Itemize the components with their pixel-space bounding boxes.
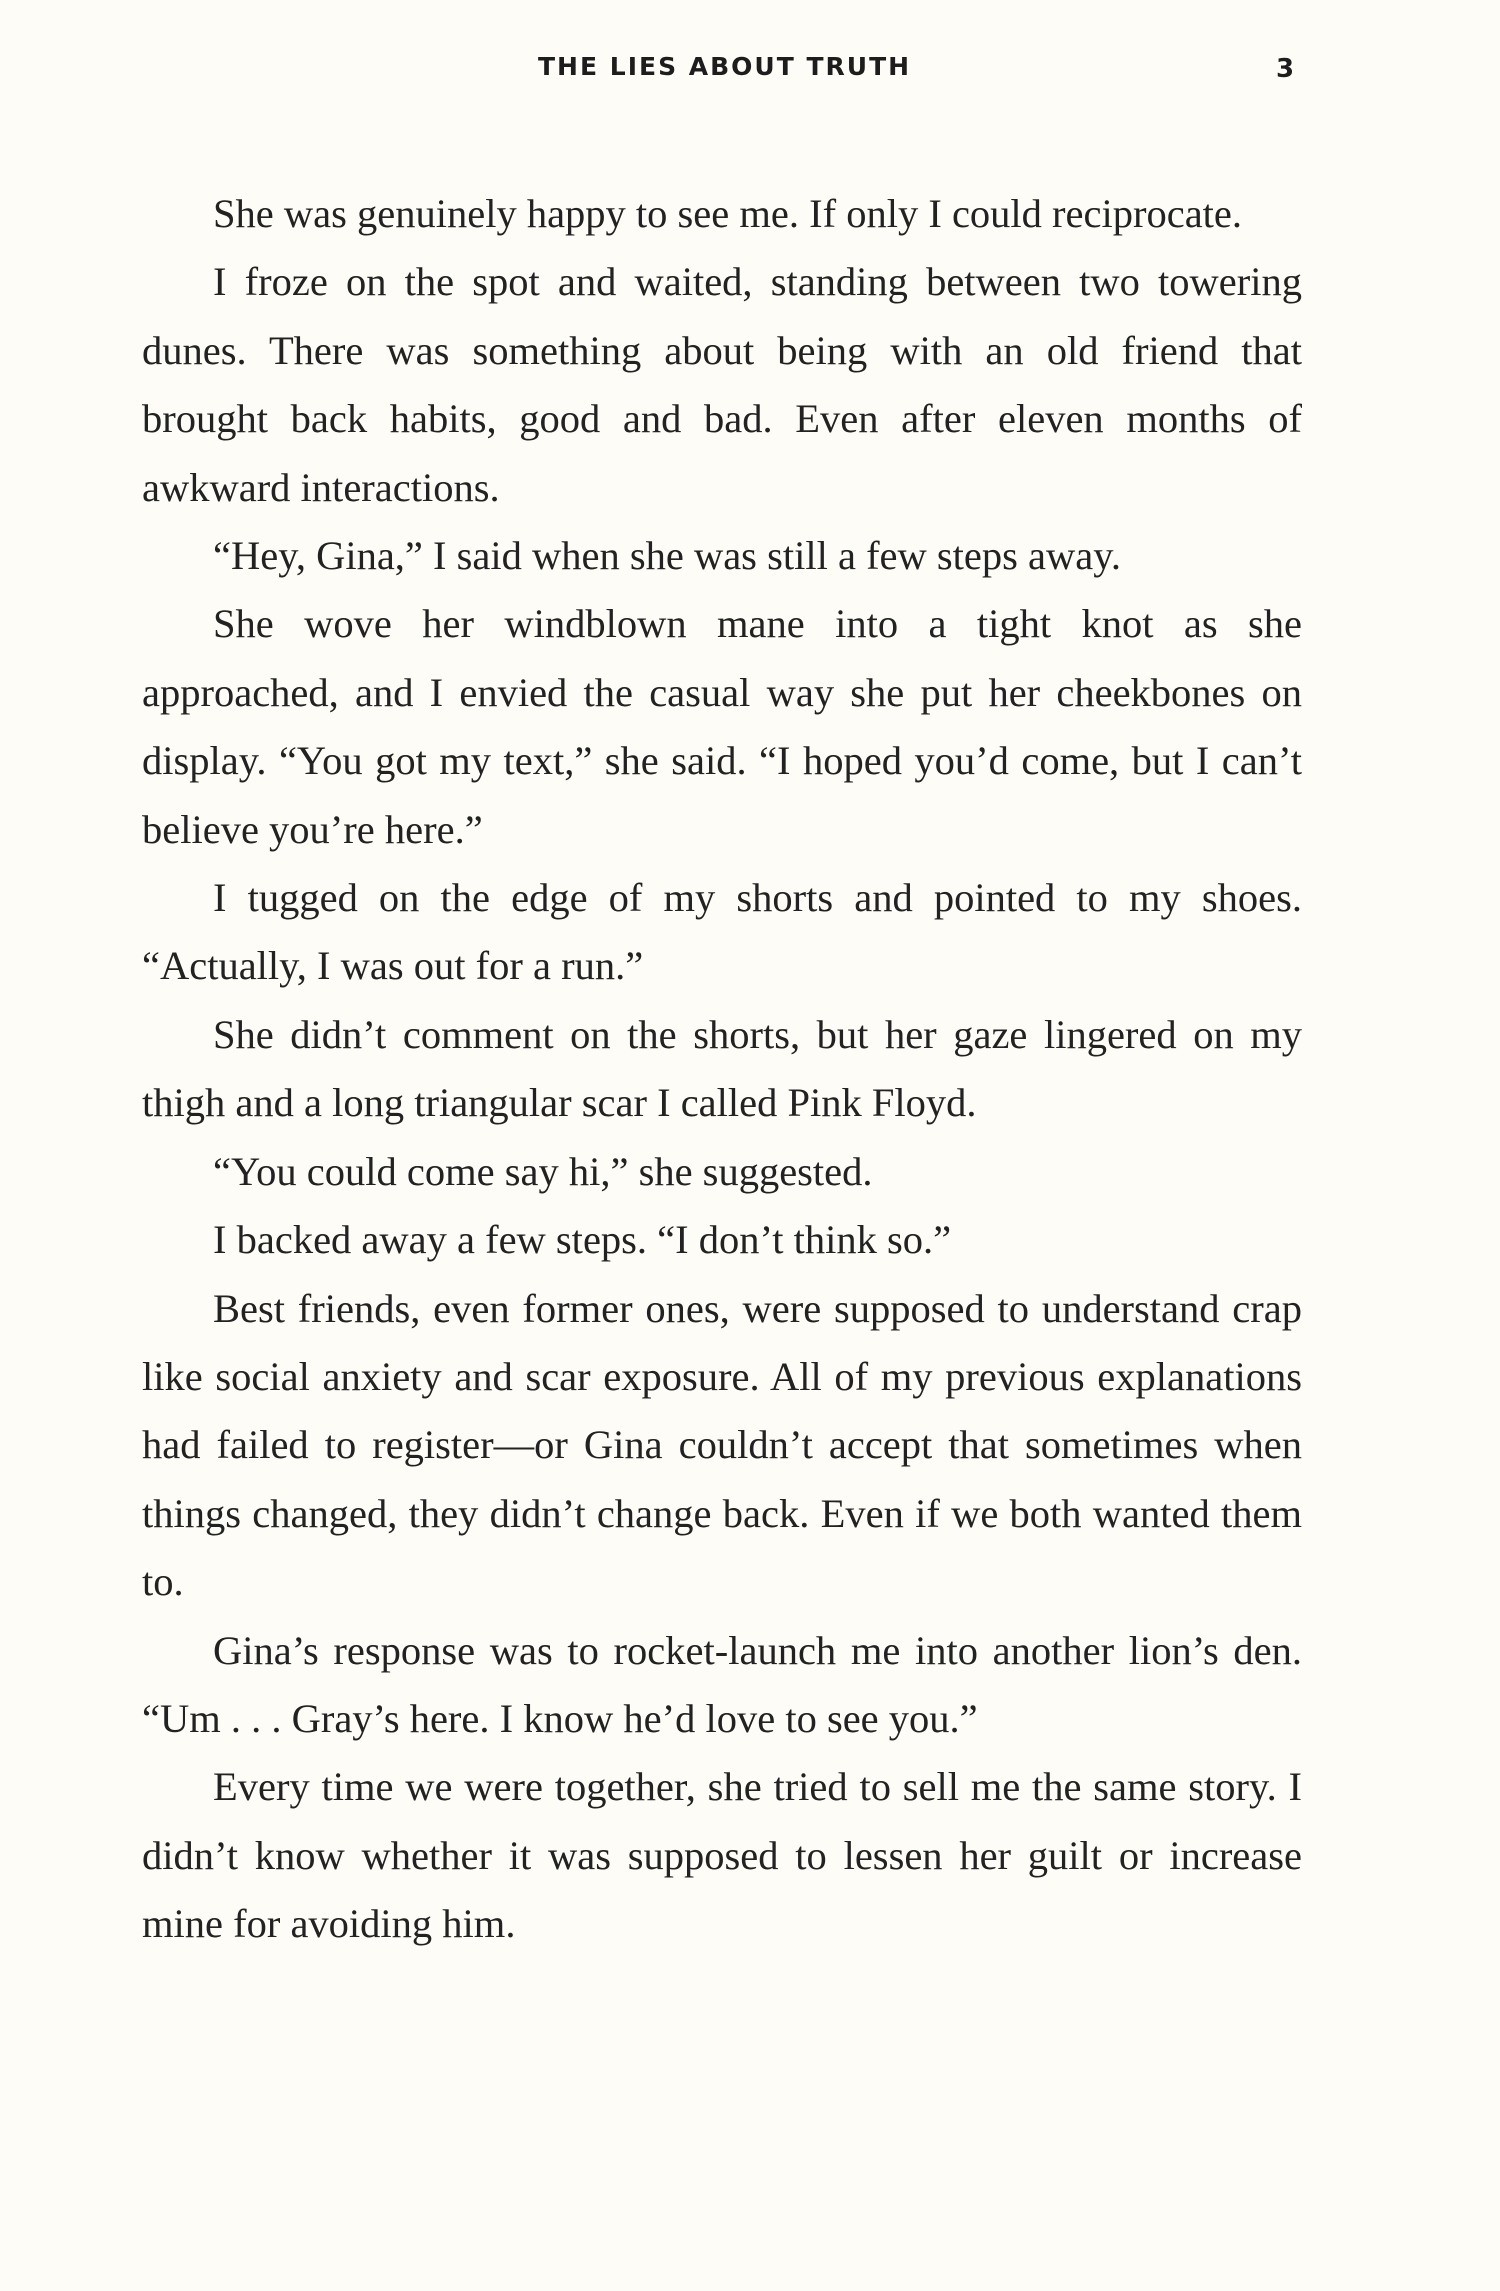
paragraph: She was genuinely happy to see me. If only I could reciprocate. bbox=[213, 191, 1243, 236]
running-head-title: THE LIES ABOUT TRUTH bbox=[538, 52, 912, 81]
body-text bbox=[142, 180, 1302, 1959]
paragraph: Best friends, even former ones, were supposed to understand crap like social anxiety and scar exposure. All of my previous explanations had failed to register—or Gina couldn’t accept that sometimes when things changed, they didn’t change back. Even if we both wanted them to. bbox=[142, 1285, 1302, 1605]
paragraph: Every time we were together, she tried to sell me the same story. I didn’t know whether it was supposed to lessen her guilt or increase mine for avoiding him. bbox=[142, 1764, 1302, 1947]
running-head bbox=[0, 52, 1500, 92]
paragraph: I froze on the spot and waited, standing between two towering dunes. There was something about being with an old friend that brought back habits, good and bad. Even after eleven months of awkward interactions. bbox=[142, 259, 1302, 510]
paragraph: She wove her windblown mane into a tight knot as she approached, and I envied the casual way she put her cheekbones on display. “You got my text,” she said. “I hoped you’d come, but I can’t believe you’re here.” bbox=[142, 601, 1302, 852]
paragraph: I tugged on the edge of my shorts and pointed to my shoes. “Actually, I was out for a run.” bbox=[142, 875, 1302, 989]
paragraph: “You could come say hi,” she suggested. bbox=[213, 1148, 873, 1194]
paragraph: “Hey, Gina,” I said when she was still a few steps away. bbox=[213, 533, 1121, 579]
paragraph: Gina’s response was to rocket-launch me into another lion’s den. “Um . . . Gray’s here. I know he’d love to see you.” bbox=[142, 1627, 1302, 1741]
paragraph: I backed away a few steps. “I don’t think so.” bbox=[213, 1217, 952, 1263]
page-number: 3 bbox=[1276, 54, 1295, 84]
paragraph: She didn’t comment on the shorts, but her gaze lingered on my thigh and a long triangular scar I called Pink Floyd. bbox=[142, 1011, 1302, 1126]
